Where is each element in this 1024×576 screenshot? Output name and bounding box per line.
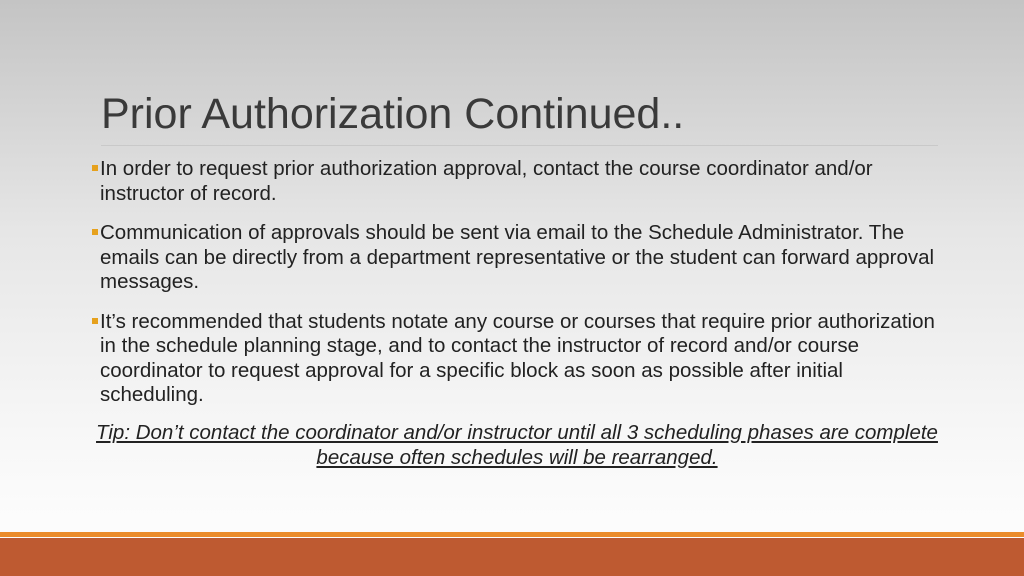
slide-title: Prior Authorization Continued..: [101, 90, 685, 138]
footer-accent-bar: [0, 538, 1024, 576]
square-bullet-icon: [92, 165, 98, 171]
square-bullet-icon: [92, 318, 98, 324]
title-divider: [101, 145, 938, 146]
tip-text: Tip: Don’t contact the coordinator and/or instructor until all 3 scheduling phases are complete because often schedules will be rearranged.: [96, 420, 938, 469]
bullet-text: In order to request prior authorization approval, contact the course coordinator and/or instructor of record.: [100, 157, 873, 205]
bullet-text: It’s recommended that students notate any course or courses that require prior authorization in the schedule planning stage, and to contact the instructor of record and/or course coordinator to request approval for a specific block as soon as possible after initial scheduling.: [100, 309, 935, 406]
bullet-item: [92, 310, 942, 408]
bullet-item: [92, 221, 942, 295]
square-bullet-icon: [92, 229, 98, 235]
slide-content: [92, 157, 942, 470]
bullet-text: Communication of approvals should be sent via email to the Schedule Administrator. The emails can be directly from a department representative or the student can forward approval messages.: [100, 221, 935, 293]
bullet-item: [92, 157, 942, 206]
footer-accent-line: [0, 532, 1024, 537]
